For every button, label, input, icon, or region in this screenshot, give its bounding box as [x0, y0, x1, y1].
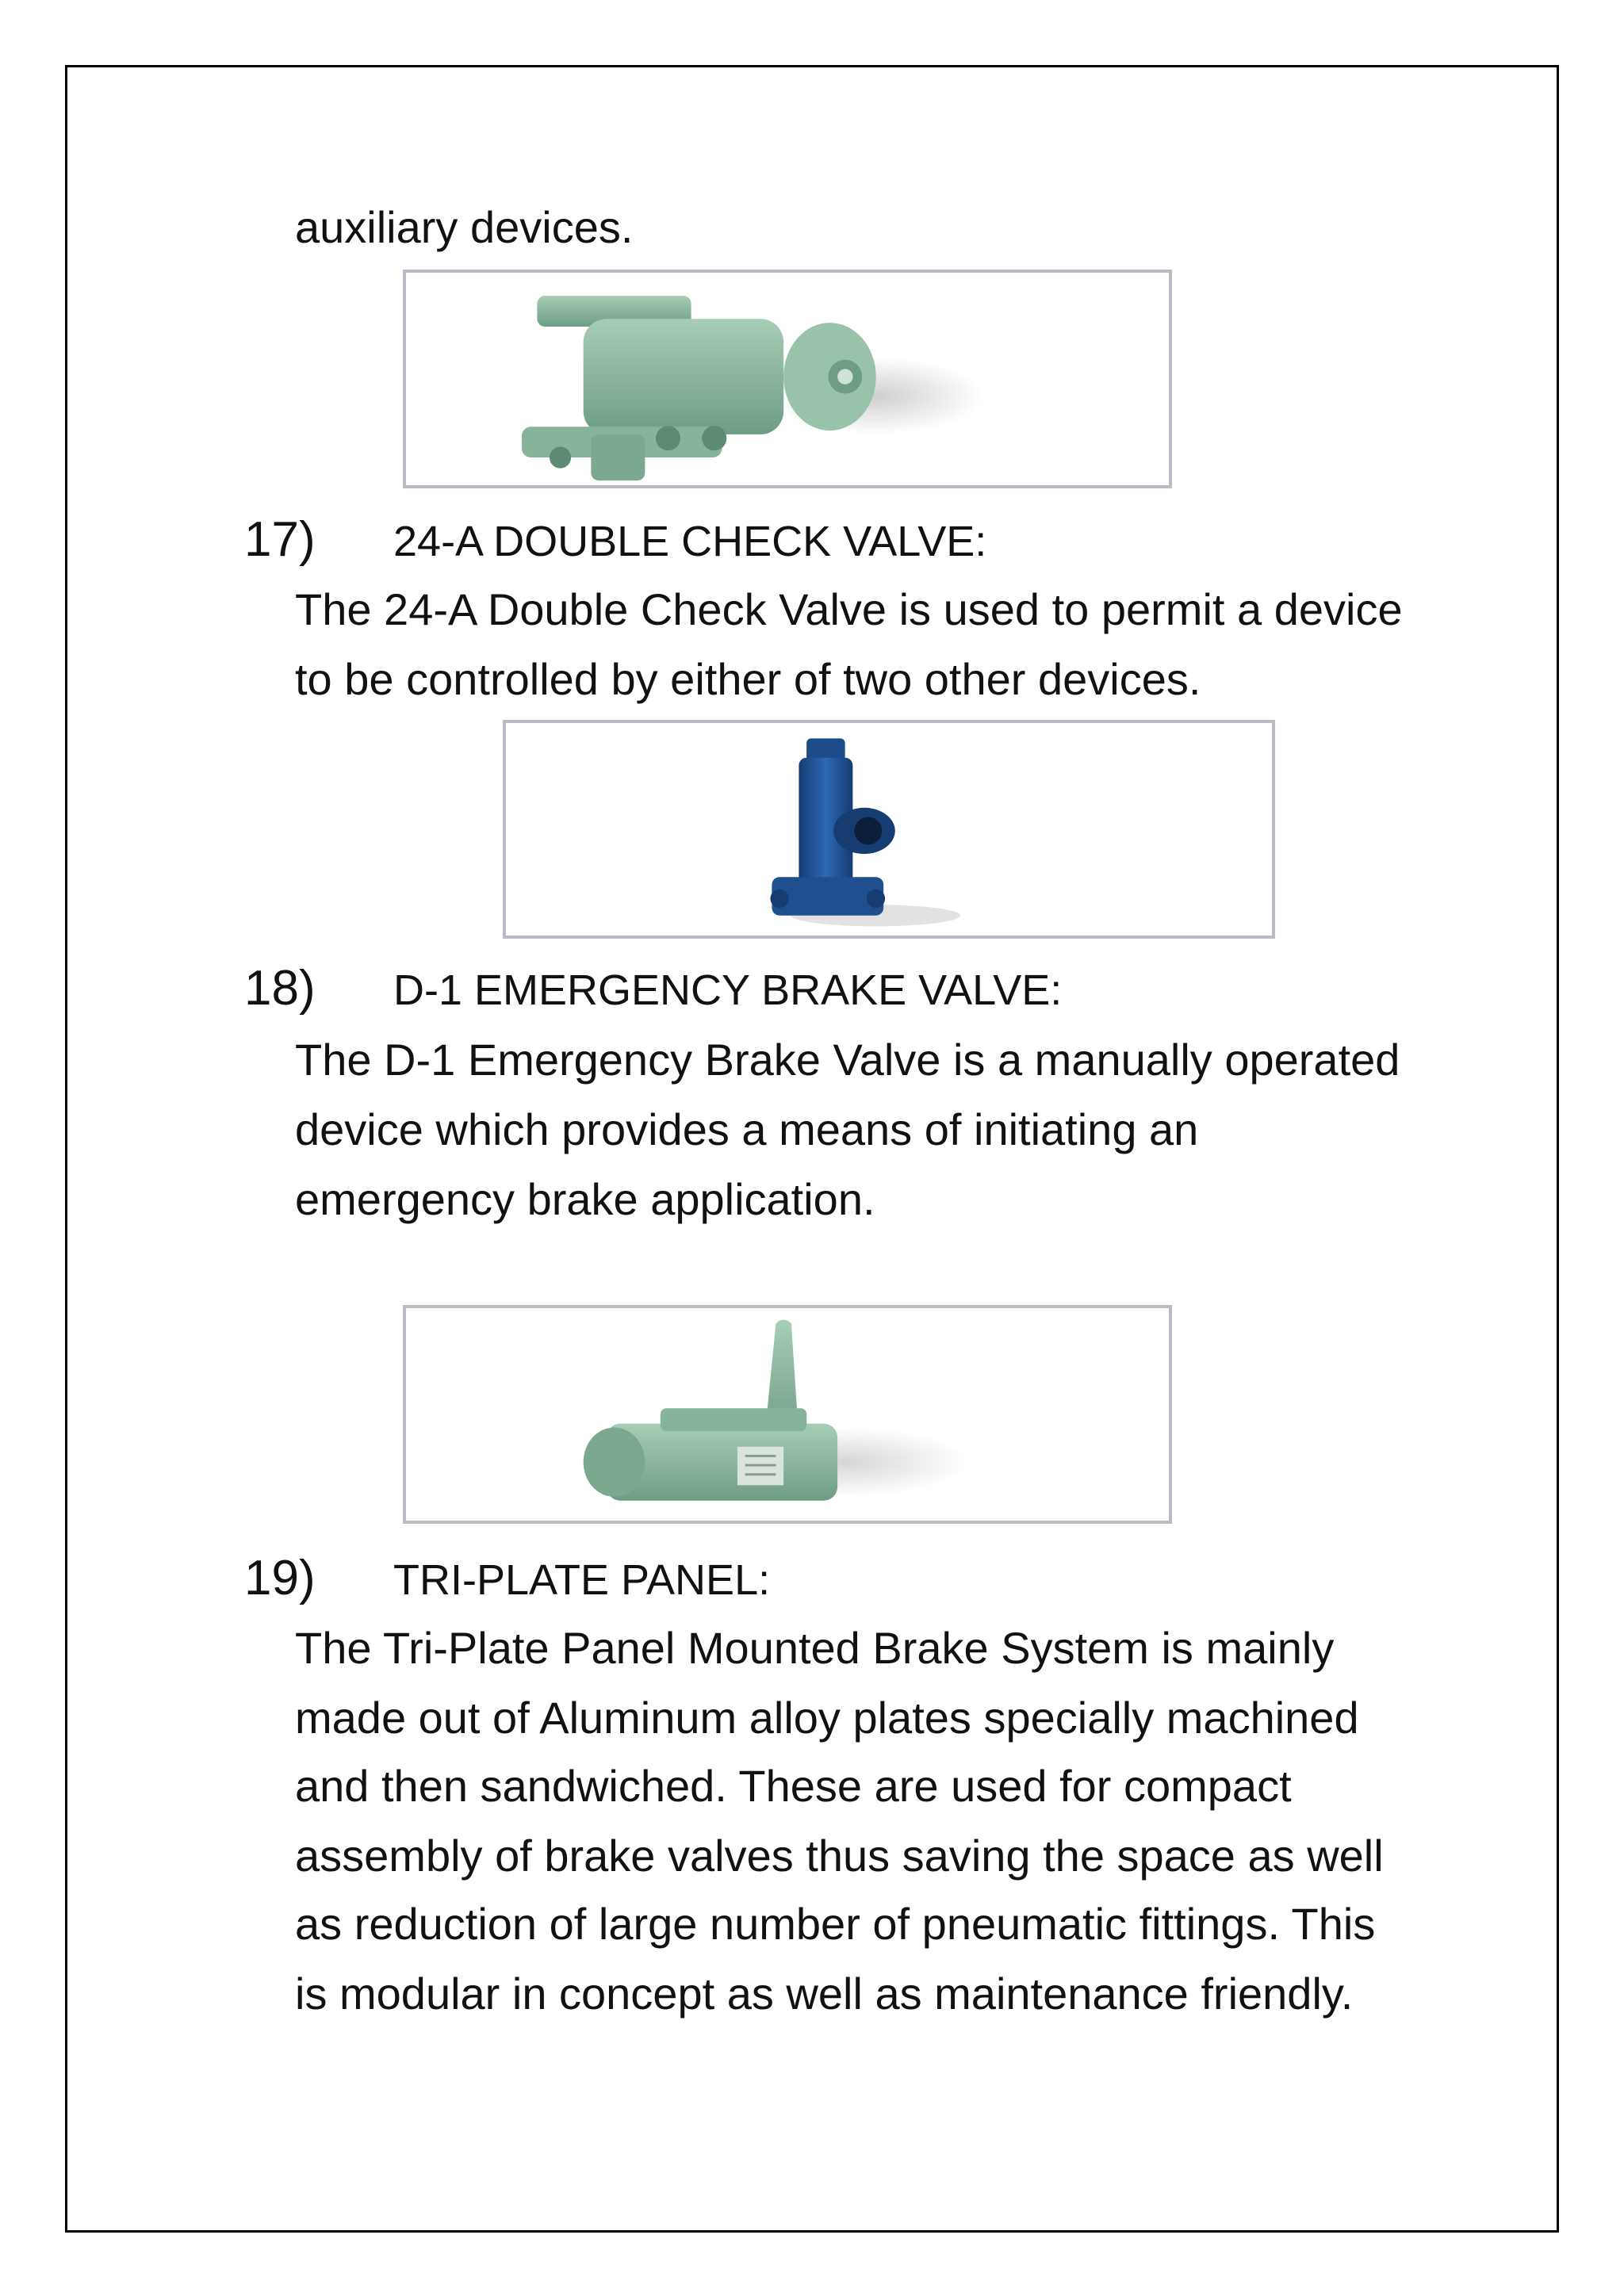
section-heading: D-1 EMERGENCY BRAKE VALVE:: [393, 966, 1063, 1014]
section-body-line: The D-1 Emergency Brake Valve is a manually operated: [295, 1035, 1400, 1085]
section-body-line: as reduction of large number of pneumatic fittings. This: [295, 1899, 1376, 1949]
section-body-line: assembly of brake valves thus saving the space as well: [295, 1831, 1384, 1881]
section-body-line: device which provides a means of initiating an: [295, 1104, 1199, 1154]
blue-check-valve-photo: [503, 720, 1275, 939]
section-heading: TRI-PLATE PANEL:: [393, 1556, 771, 1604]
section-number: 19): [244, 1551, 316, 1605]
section-body-line: is modular in concept as well as maintenance friendly.: [295, 1969, 1354, 2019]
section-body-line: made out of Aluminum alloy plates specially machined: [295, 1693, 1359, 1743]
section-heading: 24-A DOUBLE CHECK VALVE:: [393, 518, 987, 565]
section-number: 18): [244, 961, 316, 1016]
section-body-line: emergency brake application.: [295, 1174, 875, 1224]
section-body-line: to be controlled by either of two other devices.: [295, 654, 1201, 704]
intro-text: auxiliary devices.: [295, 202, 634, 252]
green-valve-photo: [403, 270, 1172, 488]
section-body-line: and then sandwiched. These are used for compact: [295, 1761, 1292, 1811]
section-number: 17): [244, 512, 316, 567]
section-body-line: The 24-A Double Check Valve is used to permit a device: [295, 584, 1403, 634]
green-emergency-valve-photo: [403, 1305, 1172, 1524]
section-body-line: The Tri-Plate Panel Mounted Brake System is mainly: [295, 1623, 1335, 1673]
